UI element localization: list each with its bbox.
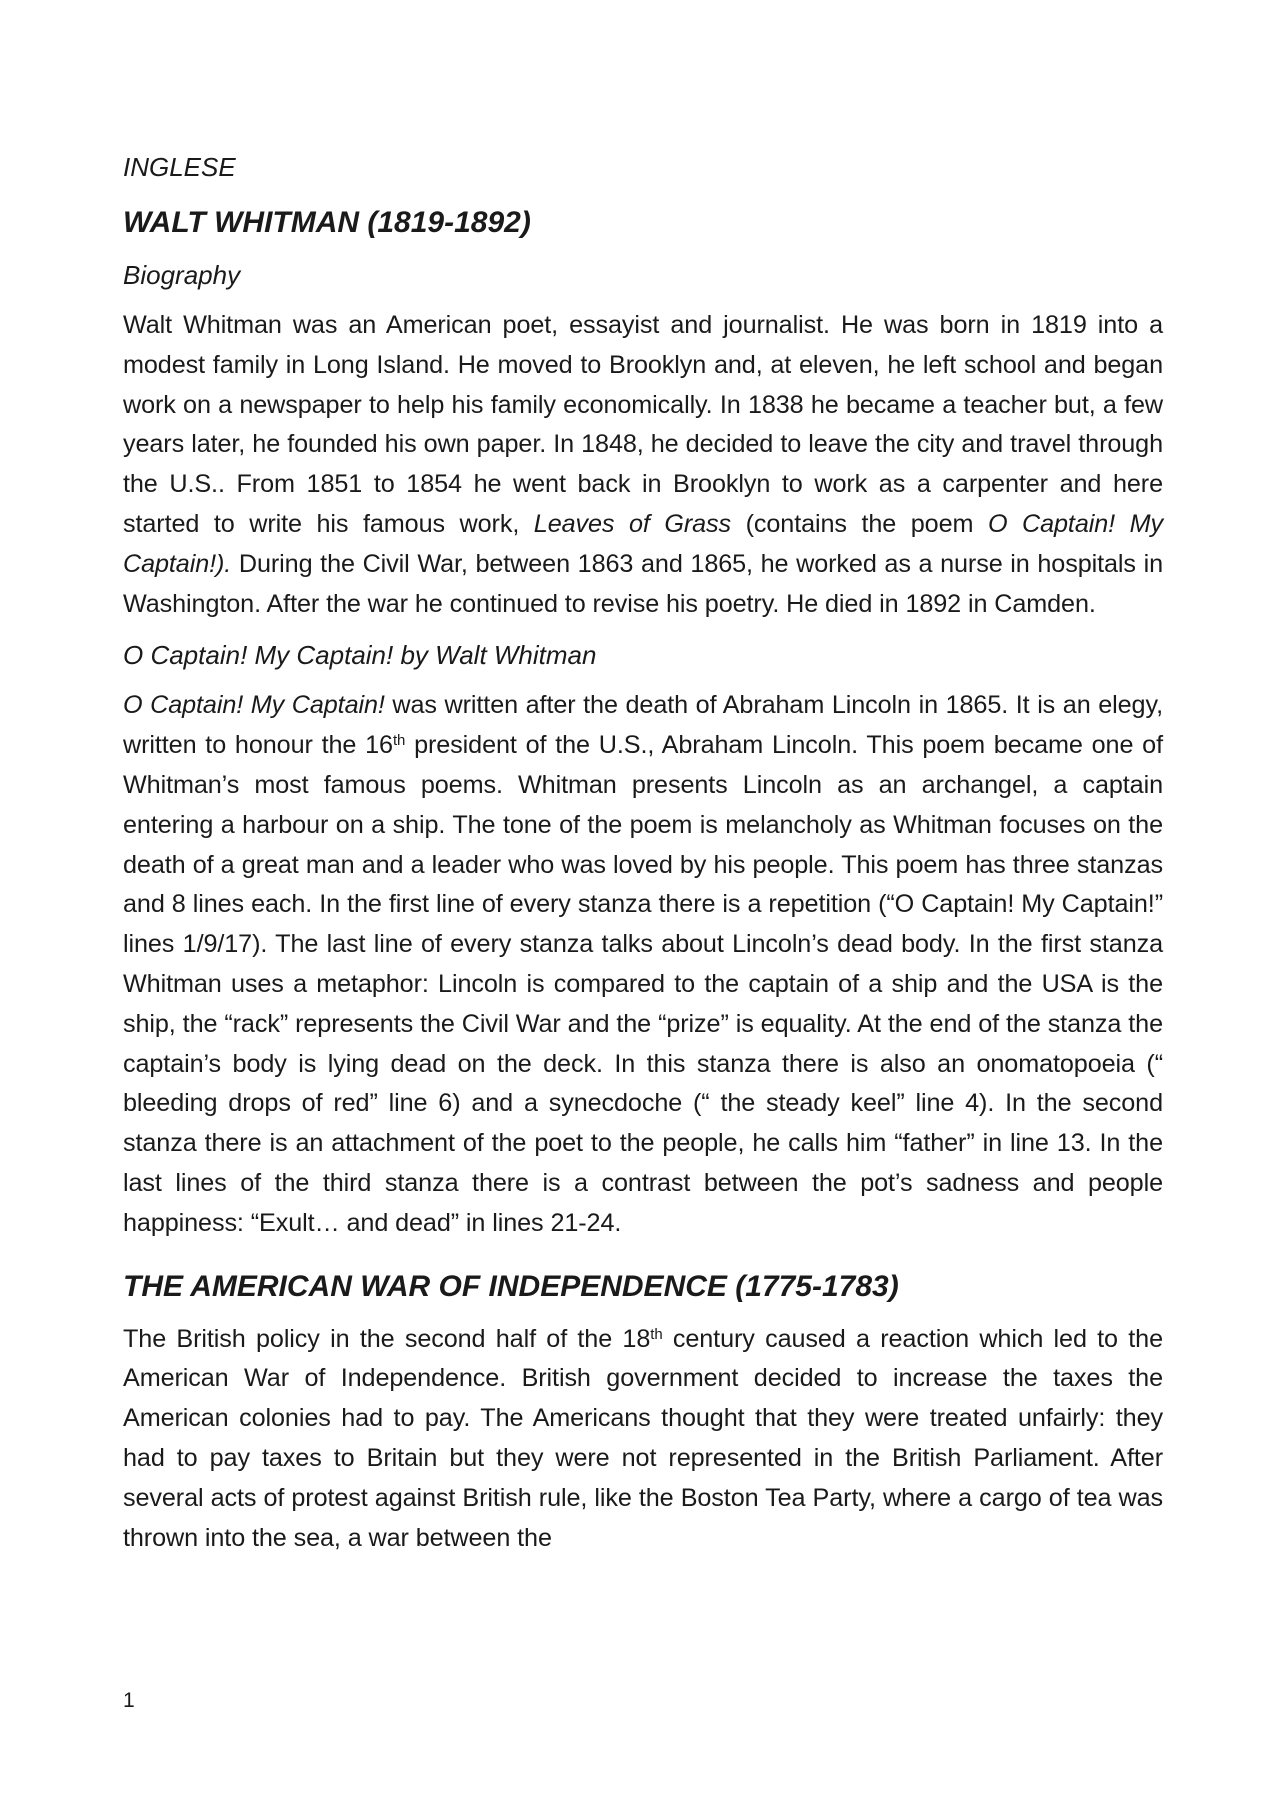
page-number: 1: [123, 1689, 135, 1712]
poem-label: O Captain! My Captain! by Walt Whitman: [123, 640, 597, 671]
poem-paragraph: [123, 686, 1163, 1243]
bio-text-1: Walt Whitman was an American poet, essayist and journalist. He was born in 1819 into a modest family in Long Island. He moved to Brooklyn and, at eleven, he left school and began work on a newspaper to help his family economically. In 1838 he became a teacher but, a few years later, he founded his own paper. In 1848, he decided to leave the city and travel through the U.S.. From 1851 to 1854 he went back in Brooklyn to work as a carpenter and here started to write his famous work,: [123, 311, 1163, 538]
poem-text-1: was written after the death of Abraham Lincoln in 1865. It is an elegy, written to honour the 16: [123, 691, 1163, 760]
bio-italic-poem: O Captain! My Captain!).: [123, 509, 1163, 578]
biography-paragraph: [123, 306, 1163, 624]
war-text-2: century caused a reaction which led to the American War of Independence. British government decided to increase the taxes the American colonies had to pay. The Americans thought that they were treated unfairly: they had to pay taxes to Britain but they were not represented in the British Parliament. After several acts of protest against British rule, like the Boston Tea Party, where a cargo of tea was thrown into the sea, a war between the: [123, 1324, 1163, 1552]
bio-text-3: During the Civil War, between 1863 and 1865, he worked as a nurse in hospitals in Washington. After the war he continued to revise his poetry. He died in 1892 in Camden.: [123, 549, 1163, 618]
heading-walt-whitman: WALT WHITMAN (1819-1892): [123, 206, 531, 239]
bio-italic-leaves: Leaves of Grass: [533, 509, 732, 538]
document-page: [123, 150, 1163, 1572]
poem-text-2: president of the U.S., Abraham Lincoln. This poem became one of Whitman’s most famous poems. Whitman presents Lincoln as an archangel, a captain entering a harbour on a ship. The tone of the poem is melancholy as Whitman focuses on the death of a great man and a leader who was loved by his people. This poem has three stanzas and 8 lines each. In the first line of every stanza there is a repetition (“O Captain! My Captain!” lines 1/9/17). The last line of every stanza talks about Lincoln’s dead body. In the first stanza Whitman uses a metaphor: Lincoln is compared to the captain of a ship and the USA is the ship, the “rack” represents the Civil War and the “prize” is equality. At the end of the stanza the captain’s body is lying dead on the deck. In this stanza there is also an onomatopoeia (“ bleeding drops of red” line 6) and a synecdoche (“ the steady keel” line 4). In the second stanza there is an attachment of the poet to the people, he calls him “father” in line 13. In the last lines of the third stanza there is a contrast between the pot’s sadness and people happiness: “Exult… and dead” in lines 21-24.: [123, 731, 1163, 1237]
war-text-1: The British policy in the second half of the 18: [123, 1324, 651, 1353]
war-superscript: th: [650, 1325, 663, 1343]
biography-label: Biography: [123, 260, 241, 290]
poem-superscript: th: [392, 731, 406, 749]
subject-label: INGLESE: [123, 152, 236, 182]
poem-italic-title: O Captain! My Captain!: [123, 691, 385, 720]
bio-text-2: (contains the poem: [731, 509, 988, 538]
war-paragraph: [123, 1320, 1163, 1559]
heading-american-war: THE AMERICAN WAR OF INDEPENDENCE (1775-1783): [123, 1269, 899, 1303]
